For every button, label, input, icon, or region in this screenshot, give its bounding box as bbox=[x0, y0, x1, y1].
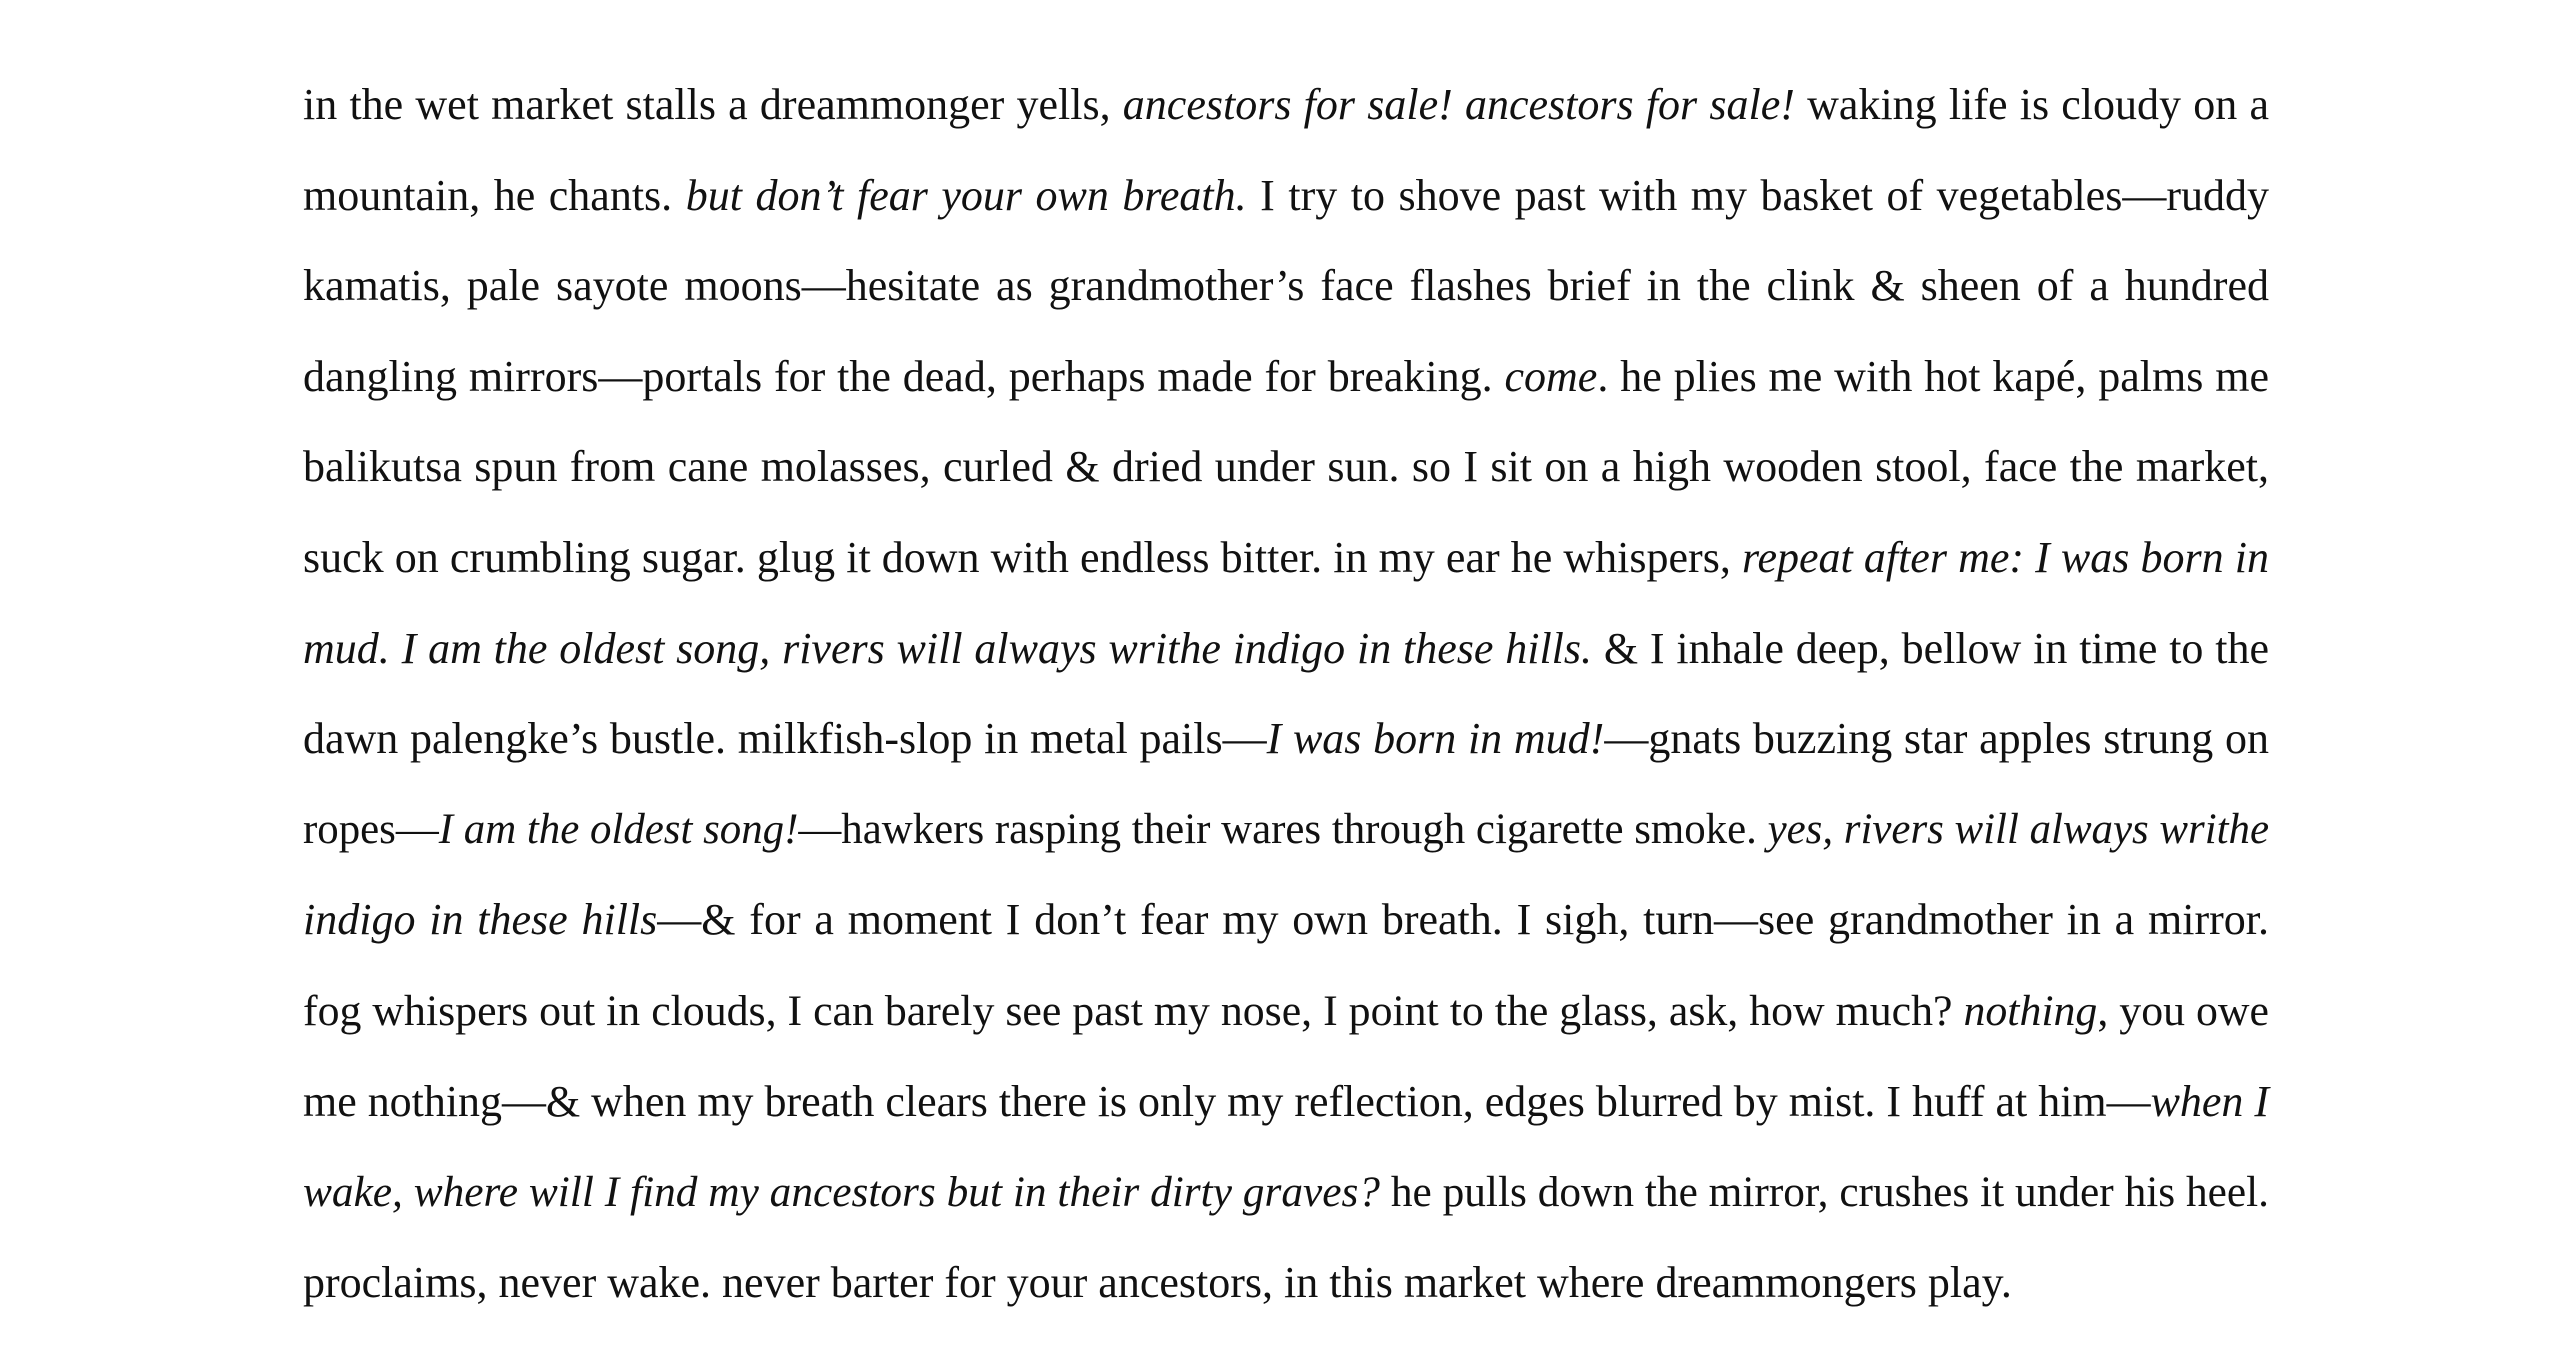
text-line-content bbox=[303, 261, 2269, 310]
italic-text: mud. I am the oldest song, rivers will always writhe indigo in these hills. bbox=[303, 623, 1593, 673]
text-line bbox=[303, 1147, 2269, 1238]
roman-text: & I inhale deep, bellow in time to the bbox=[1592, 623, 2270, 673]
roman-text: mountain, he chants. bbox=[303, 170, 686, 220]
text-line bbox=[303, 785, 2269, 876]
italic-text: but don’t fear your own breath. bbox=[685, 170, 1247, 220]
italic-text: yes, rivers will always writhe bbox=[1767, 805, 2270, 853]
text-line bbox=[303, 422, 2269, 513]
roman-text: ropes— bbox=[303, 805, 439, 853]
text-line-content bbox=[303, 1168, 2269, 1216]
roman-text: , you owe bbox=[2097, 986, 2269, 1035]
roman-text: me nothing—& when my breath clears there is only my reflection, edges blurred by mist. I huff at him— bbox=[303, 1076, 2151, 1126]
italic-text: wake, where will I find my ancestors but in their dirty graves? bbox=[303, 1168, 1380, 1217]
prose-poem bbox=[303, 60, 2269, 1328]
text-line-content bbox=[303, 171, 2269, 220]
roman-text: fog whispers out in clouds, I can barely see past my nose, I point to the glass, ask, how much? bbox=[303, 986, 1964, 1035]
text-line bbox=[303, 151, 2269, 242]
roman-text: . he plies me with hot kapé, palms me bbox=[1597, 351, 2269, 401]
italic-text: ancestors for sale! ancestors for sale! bbox=[1122, 80, 1795, 129]
text-line bbox=[303, 966, 2269, 1057]
italic-text: I am the oldest song! bbox=[438, 805, 799, 853]
roman-text: proclaims, never wake. never barter for your ancestors, in this market where dreammongers play. bbox=[303, 1257, 2012, 1307]
text-line bbox=[303, 513, 2269, 604]
text-line-content bbox=[303, 806, 2269, 853]
roman-text: balikutsa spun from cane molasses, curled & dried under sun. so I sit on a high wooden stool, face the market, bbox=[303, 442, 2269, 492]
roman-text: suck on crumbling sugar. glug it down with endless bitter. in my ear he whispers, bbox=[303, 532, 1742, 582]
text-line-content bbox=[303, 1258, 2012, 1307]
roman-text: he pulls down the mirror, crushes it under his heel. bbox=[1379, 1168, 2269, 1217]
roman-text: I try to shove past with my basket of vegetables—ruddy bbox=[1246, 170, 2269, 220]
italic-text: I was born in mud! bbox=[1266, 714, 1605, 764]
text-line bbox=[303, 604, 2269, 695]
text-line bbox=[303, 332, 2269, 423]
italic-text: indigo in these hills bbox=[303, 895, 658, 945]
text-line-content bbox=[303, 80, 2269, 129]
italic-text: when I bbox=[2150, 1076, 2270, 1126]
text-line bbox=[303, 241, 2269, 332]
roman-text: —& for a moment I don’t fear my own breath. I sigh, turn—see grandmother in a mirror. bbox=[657, 895, 2269, 945]
text-line-content bbox=[303, 895, 2269, 944]
text-line bbox=[303, 875, 2269, 966]
text-line-content bbox=[303, 714, 2269, 763]
italic-text: nothing bbox=[1963, 986, 2098, 1035]
text-line-content bbox=[303, 352, 2269, 401]
roman-text: dangling mirrors—portals for the dead, perhaps made for breaking. bbox=[303, 351, 1505, 401]
text-line-content bbox=[303, 1077, 2269, 1126]
roman-text: —hawkers rasping their wares through cigarette smoke. bbox=[798, 805, 1768, 853]
roman-text: in the wet market stalls a dreammonger yells, bbox=[303, 80, 1123, 129]
text-line bbox=[303, 694, 2269, 785]
text-line-content bbox=[303, 624, 2269, 673]
roman-text: kamatis, pale sayote moons—hesitate as grandmother’s face flashes brief in the clink & sheen of a hundred bbox=[303, 261, 2269, 311]
italic-text: repeat after me: I was born in bbox=[1741, 532, 2269, 582]
roman-text: waking life is cloudy on a bbox=[1794, 80, 2269, 129]
text-line bbox=[303, 60, 2269, 151]
text-line-content bbox=[303, 533, 2269, 582]
roman-text: —gnats buzzing star apples strung on bbox=[1604, 714, 2269, 764]
text-line-content bbox=[303, 442, 2269, 491]
text-line-content bbox=[303, 987, 2269, 1035]
roman-text: dawn palengke’s bustle. milkfish-slop in metal pails— bbox=[303, 714, 1267, 764]
text-line bbox=[303, 1057, 2269, 1148]
text-line bbox=[303, 1238, 2269, 1329]
italic-text: come bbox=[1504, 351, 1598, 401]
